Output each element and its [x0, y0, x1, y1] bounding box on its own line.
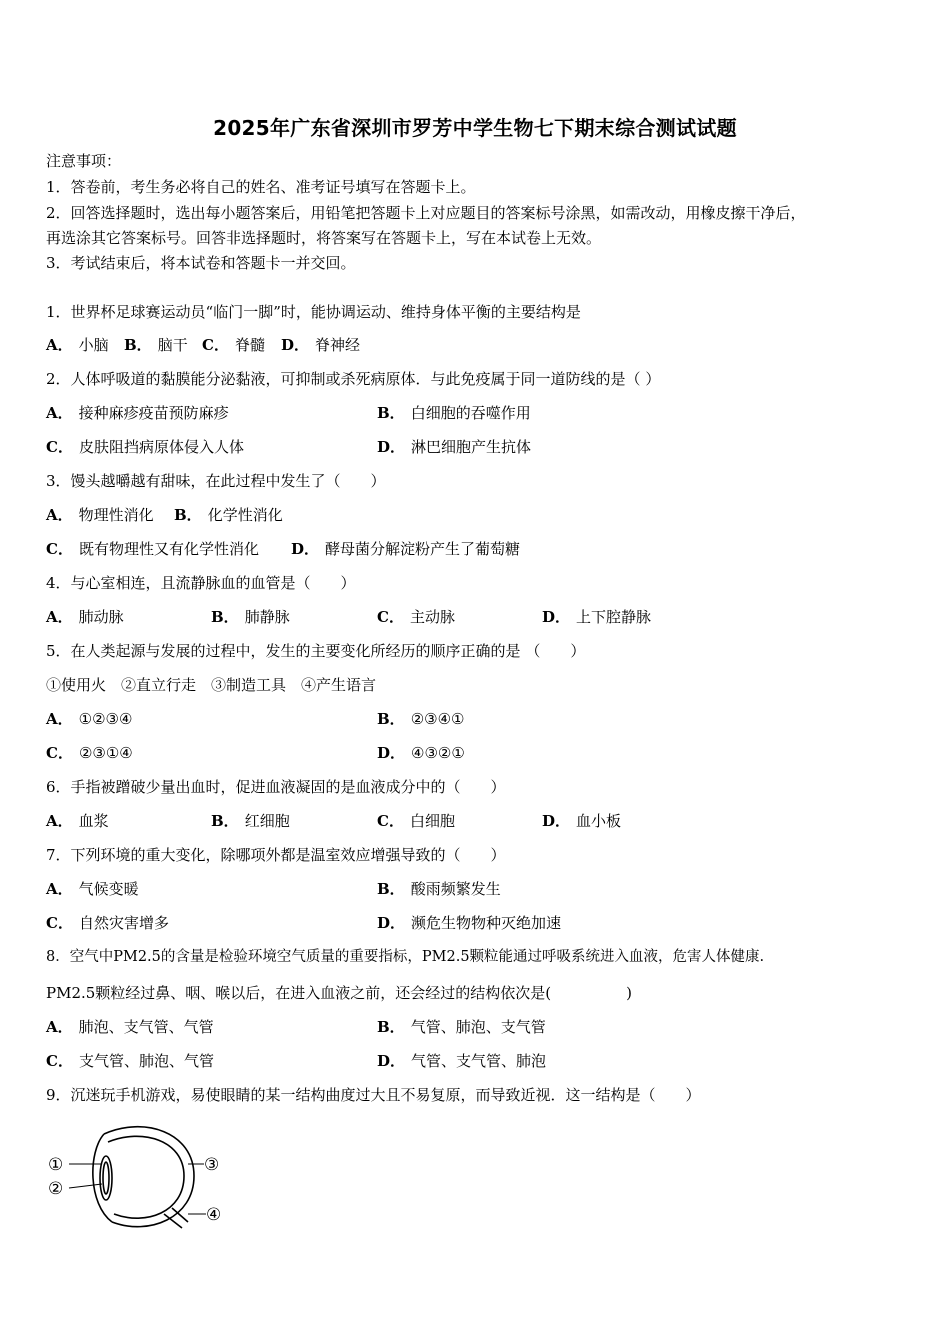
question-stem: 3．馒头越嚼越有甜味，在此过程中发生了（ ）	[46, 472, 386, 490]
option-letter: D．	[377, 744, 406, 762]
question-stem: 9．沉迷玩手机游戏，易使眼睛的某一结构曲度过大且不易复原，而导致近视．这一结构是（ ）	[46, 1086, 701, 1104]
option-text: 物理性消化	[78, 506, 154, 524]
option-b[interactable]	[377, 709, 464, 729]
eyeball-outer	[104, 1127, 194, 1227]
option-letter: C．	[46, 1052, 73, 1070]
option-text: 白细胞的吞噬作用	[410, 404, 531, 422]
option-letter: C．	[202, 336, 229, 354]
option-c[interactable]	[377, 811, 455, 831]
question-stem: 5．在人类起源与发展的过程中，发生的主要变化所经历的顺序正确的是 （ ）	[46, 642, 586, 660]
option-c[interactable]	[46, 1051, 214, 1071]
option-text: 酸雨频繁发生	[410, 880, 501, 898]
option-text: ②③④①	[410, 710, 465, 728]
option-a[interactable]	[46, 335, 109, 355]
option-letter: A．	[46, 404, 73, 422]
option-d[interactable]	[281, 335, 360, 355]
option-text: 脊神经	[315, 336, 361, 354]
option-text: 接种麻疹疫苗预防麻疹	[78, 404, 229, 422]
option-b[interactable]	[211, 607, 290, 627]
option-c[interactable]	[46, 743, 133, 763]
option-letter: D．	[281, 336, 310, 354]
label-1: ①	[48, 1155, 64, 1175]
label-2: ②	[48, 1179, 64, 1199]
option-letter: D．	[377, 1052, 406, 1070]
option-text: 脊髓	[234, 336, 265, 354]
option-text: 红细胞	[244, 812, 290, 830]
option-text: ②③①④	[78, 744, 133, 762]
option-letter: A．	[46, 812, 73, 830]
option-letter: B．	[377, 1018, 405, 1036]
leader-line-2	[69, 1184, 102, 1188]
option-d[interactable]	[377, 1051, 546, 1071]
option-letter: B．	[377, 710, 405, 728]
option-text: 主动脉	[409, 608, 455, 626]
option-b[interactable]	[377, 879, 501, 899]
option-c[interactable]	[46, 913, 169, 933]
option-a[interactable]	[46, 709, 132, 729]
option-c[interactable]	[46, 437, 244, 457]
option-text: 肺静脉	[244, 608, 290, 626]
notice-heading: 注意事项：	[46, 152, 122, 170]
option-a[interactable]	[46, 403, 229, 423]
question-stem: 6．手指被蹭破少量出血时，促进血液凝固的是血液成分中的（ ）	[46, 778, 506, 796]
option-text: 支气管、肺泡、气管	[78, 1052, 214, 1070]
option-text: 濒危生物物种灭绝加速	[411, 914, 562, 932]
question-extra: ①使用火 ②直立行走 ③制造工具 ④产生语言	[46, 676, 377, 694]
option-text: ①②③④	[78, 710, 133, 728]
option-letter: A．	[46, 336, 73, 354]
option-a[interactable]	[46, 505, 154, 525]
option-letter: C．	[46, 438, 73, 456]
notice-line: 3．考试结束后，将本试卷和答题卡一并交回。	[46, 254, 356, 272]
option-d[interactable]	[542, 811, 621, 831]
option-d[interactable]	[291, 539, 520, 559]
option-text: 白细胞	[409, 812, 455, 830]
notice-line: 再选涂其它答案标号。回答非选择题时，将答案写在答题卡上，写在本试卷上无效。	[46, 229, 602, 247]
option-d[interactable]	[377, 437, 531, 457]
notice-line: 2．回答选择题时，选出每小题答案后，用铅笔把答题卡上对应题目的答案标号涂黑，如需改动，用橡皮擦干净后，	[46, 204, 806, 222]
eye-diagram	[44, 1118, 234, 1238]
option-letter: A．	[46, 1018, 73, 1036]
option-b[interactable]	[377, 403, 531, 423]
option-text: 酵母菌分解淀粉产生了葡萄糖	[325, 540, 521, 558]
question-stem: 8．空气中PM2.5的含量是检验环境空气质量的重要指标，PM2.5颗粒能通过呼吸系统进入血液，危害人体健康.	[46, 949, 765, 965]
option-text: 既有物理性又有化学性消化	[78, 540, 259, 558]
option-text: 气候变暖	[78, 880, 139, 898]
option-text: 肺动脉	[78, 608, 124, 626]
option-letter: D．	[291, 540, 320, 558]
question-stem: 2．人体呼吸道的黏膜能分泌黏液，可抑制或杀死病原体．与此免疫属于同一道防线的是（ ）	[46, 370, 661, 388]
option-text: ④③②①	[411, 744, 465, 762]
option-d[interactable]	[377, 913, 561, 933]
lens-inner	[103, 1162, 109, 1194]
page-title: 2025年广东省深圳市罗芳中学生物七下期末综合测试试题	[213, 116, 737, 140]
option-letter: B．	[377, 404, 405, 422]
question-stem: 4．与心室相连，且流静脉血的血管是（ ）	[46, 574, 356, 592]
option-letter: A．	[46, 608, 73, 626]
option-a[interactable]	[46, 1017, 214, 1037]
option-text: 血小板	[576, 812, 622, 830]
question-stem: 1．世界杯足球赛运动员“临门一脚”时，能协调运动、维持身体平衡的主要结构是	[46, 303, 581, 321]
option-c[interactable]	[377, 607, 455, 627]
option-text: 气管、支气管、肺泡	[411, 1052, 547, 1070]
option-text: 化学性消化	[207, 506, 283, 524]
option-letter: B．	[211, 608, 239, 626]
option-a[interactable]	[46, 607, 124, 627]
option-c[interactable]	[202, 335, 265, 355]
option-c[interactable]	[46, 539, 259, 559]
option-letter: A．	[46, 880, 73, 898]
notice-line: 1．答卷前，考生务必将自己的姓名、准考证号填写在答题卡上。	[46, 178, 476, 196]
option-text: 淋巴细胞产生抗体	[411, 438, 532, 456]
label-3: ③	[204, 1155, 220, 1175]
option-letter: C．	[377, 812, 404, 830]
option-letter: A．	[46, 506, 73, 524]
option-text: 脑干	[157, 336, 188, 354]
option-b[interactable]	[124, 335, 188, 355]
option-b[interactable]	[211, 811, 290, 831]
option-d[interactable]	[542, 607, 651, 627]
option-letter: B．	[377, 880, 405, 898]
option-text: 皮肤阻挡病原体侵入人体	[78, 438, 244, 456]
option-letter: A．	[46, 710, 73, 728]
optic-nerve	[164, 1208, 188, 1228]
option-text: 自然灾害增多	[78, 914, 169, 932]
option-letter: B．	[174, 506, 202, 524]
option-b[interactable]	[377, 1017, 546, 1037]
option-d[interactable]	[377, 743, 465, 763]
option-letter: C．	[46, 744, 73, 762]
option-letter: D．	[377, 438, 406, 456]
eyeball-inner	[108, 1136, 184, 1218]
option-letter: D．	[377, 914, 406, 932]
option-text: 肺泡、支气管、气管	[78, 1018, 214, 1036]
option-letter: C．	[46, 914, 73, 932]
question-stem: 7．下列环境的重大变化，除哪项外都是温室效应增强导致的（ ）	[46, 846, 506, 864]
question-stem-continued: PM2.5颗粒经过鼻、咽、喉以后，在进入血液之前，还会经过的结构依次是( )	[46, 984, 633, 1002]
option-letter: C．	[46, 540, 73, 558]
option-b[interactable]	[174, 505, 283, 525]
option-letter: B．	[211, 812, 239, 830]
option-letter: D．	[542, 608, 571, 626]
label-4: ④	[206, 1205, 222, 1225]
option-letter: C．	[377, 608, 404, 626]
option-text: 气管、肺泡、支气管	[410, 1018, 546, 1036]
option-letter: B．	[124, 336, 152, 354]
option-text: 小脑	[78, 336, 109, 354]
option-letter: D．	[542, 812, 571, 830]
option-text: 上下腔静脉	[576, 608, 652, 626]
option-a[interactable]	[46, 811, 109, 831]
option-a[interactable]	[46, 879, 139, 899]
option-text: 血浆	[78, 812, 109, 830]
